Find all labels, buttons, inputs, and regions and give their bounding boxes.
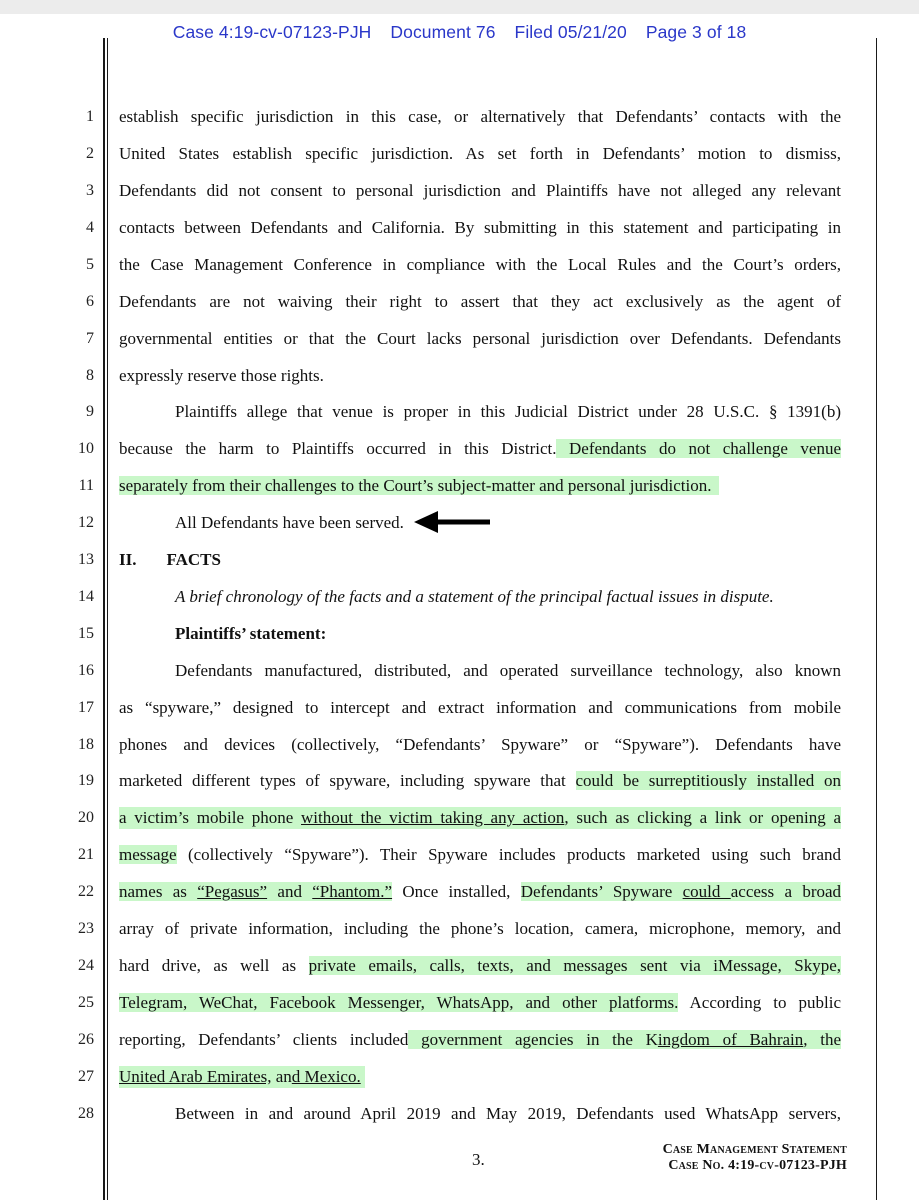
text-line: establish specific jurisdiction in this case, or alternatively that Defendants’ contacts with the <box>119 107 841 126</box>
text-run: Defendants’ Spyware <box>520 882 683 901</box>
text-run: an <box>271 1067 292 1086</box>
highlighted-text: message <box>119 845 177 864</box>
line-number: 19 <box>78 772 94 789</box>
case-number: Case 4:19-cv-07123-PJH <box>172 22 372 42</box>
text-run: Once installed, <box>392 882 521 901</box>
line-number: 22 <box>78 883 94 900</box>
highlighted-text <box>408 1030 841 1049</box>
line-number: 23 <box>78 920 94 937</box>
page-number: 3. <box>472 1150 485 1169</box>
text-line <box>119 955 841 977</box>
text-line <box>119 1066 365 1088</box>
line-number: 13 <box>78 551 94 568</box>
underlined-text: d Mexico. <box>291 1067 361 1086</box>
text-run: government agencies in the K <box>408 1030 658 1049</box>
highlighted-text: separately from their challenges to the Court’s subject-matter and personal jurisdiction. <box>119 476 719 495</box>
underlined-text: “Phantom.” <box>312 882 393 901</box>
line-number: 20 <box>78 809 94 826</box>
text-run: and <box>267 882 313 901</box>
line-number: 15 <box>78 625 94 642</box>
underlined-text: “Pegasus” <box>197 882 268 901</box>
footer-caption <box>663 1142 847 1174</box>
line-number: 7 <box>86 330 94 347</box>
line-number: 8 <box>86 367 94 384</box>
line-number: 18 <box>78 736 94 753</box>
section-title: FACTS <box>166 550 221 569</box>
text-line <box>119 992 841 1014</box>
line-number: 2 <box>86 145 94 162</box>
highlighted-text: could be surreptitiously installed on <box>575 771 841 790</box>
text-line: contacts between Defendants and California. By submitting in this statement and participating in <box>119 218 841 237</box>
line-number: 10 <box>78 440 94 457</box>
underlined-text: United Arab Emirates, <box>119 1067 272 1086</box>
underlined-text: without the victim taking any action <box>301 808 565 827</box>
margin-rule-left <box>103 38 105 1200</box>
served-statement: All Defendants have been served. <box>175 513 404 532</box>
filed-date: Filed 05/21/20 <box>514 22 627 42</box>
text-run: , such as clicking a link or opening a <box>564 808 841 827</box>
text-line: Defendants are not waiving their right to assert that they act exclusively as the agent of <box>119 292 841 311</box>
line-number: 28 <box>78 1105 94 1122</box>
text-line: governmental entities or that the Court lacks personal jurisdiction over Defendants. Defendants <box>119 329 841 348</box>
text-line: Between in and around April 2019 and May 2019, Defendants used WhatsApp servers, <box>175 1104 841 1123</box>
line-number: 6 <box>86 293 94 310</box>
text-line <box>119 475 841 497</box>
footer-case-number: Case No. 4:19-cv-07123-PJH <box>668 1158 847 1173</box>
text-run: access a broad <box>730 882 842 901</box>
text-line: Plaintiffs allege that venue is proper in this Judicial District under 28 U.S.C. § 1391(b) <box>175 402 841 421</box>
text-line: United States establish specific jurisdiction. As set forth in Defendants’ motion to dismiss, <box>119 144 841 163</box>
underlined-text: ingdom of Bahrain <box>657 1030 804 1049</box>
highlighted-text: Telegram, WeChat, Facebook Messenger, WhatsApp, and other platforms. <box>119 993 679 1012</box>
margin-rule-right <box>876 38 877 1200</box>
line-number: 14 <box>78 588 94 605</box>
text-run: because the harm to Plaintiffs occurred in this District. <box>119 439 557 458</box>
line-number: 21 <box>78 846 94 863</box>
text-line <box>119 438 841 460</box>
highlighted-text <box>119 882 392 901</box>
text-run: a victim’s mobile phone <box>119 808 301 827</box>
line-number: 16 <box>78 662 94 679</box>
line-number: 1 <box>86 108 94 125</box>
text-run: , the <box>803 1030 841 1049</box>
text-run: (collectively “Spyware”). Their Spyware includes products marketed using such brand <box>176 845 841 864</box>
text-run: hard drive, as well as <box>119 956 309 975</box>
line-number: 17 <box>78 699 94 716</box>
line-number: 25 <box>78 994 94 1011</box>
highlighted-text: Defendants do not challenge venue <box>556 439 841 458</box>
text-line: Defendants did not consent to personal jurisdiction and Plaintiffs have not alleged any relevant <box>119 181 841 200</box>
text-run: reporting, Defendants’ clients included <box>119 1030 409 1049</box>
footer-title: Case Management Statement <box>662 1142 847 1157</box>
text-run: According to public <box>678 993 841 1012</box>
text-line: the Case Management Conference in compliance with the Local Rules and the Court’s orders, <box>119 255 841 274</box>
text-line <box>175 512 897 534</box>
text-line: phones and devices (collectively, “Defendants’ Spyware” or “Spyware”). Defendants have <box>119 735 841 754</box>
line-number: 11 <box>78 477 94 494</box>
text-line: as “spyware,” designed to intercept and extract information and communications from mobile <box>119 698 841 717</box>
subheading: Plaintiffs’ statement: <box>175 624 327 643</box>
highlighted-text <box>521 882 841 901</box>
page-indicator: Page 3 of 18 <box>645 22 747 42</box>
text-line: A brief chronology of the facts and a statement of the principal factual issues in dispute. <box>175 587 774 606</box>
text-line <box>119 881 841 903</box>
underlined-text: could <box>682 882 731 901</box>
line-number: 24 <box>78 957 94 974</box>
line-number: 9 <box>86 403 94 420</box>
line-number: 4 <box>86 219 94 236</box>
document-number: Document 76 <box>390 22 496 42</box>
text-line: expressly reserve those rights. <box>119 366 324 385</box>
section-number: II. <box>119 550 137 569</box>
text-run: marketed different types of spyware, including spyware that <box>119 771 576 790</box>
text-line <box>119 844 841 866</box>
top-band <box>0 0 919 14</box>
line-number: 3 <box>86 182 94 199</box>
text-line <box>119 807 841 829</box>
ecf-header <box>0 22 919 43</box>
line-number: 5 <box>86 256 94 273</box>
section-heading <box>119 549 841 571</box>
line-number: 26 <box>78 1031 94 1048</box>
highlighted-text: private emails, calls, texts, and messages sent via iMessage, Skype, <box>308 956 841 975</box>
line-number: 12 <box>78 514 94 531</box>
text-line: Defendants manufactured, distributed, and operated surveillance technology, also known <box>175 661 841 680</box>
text-line <box>119 770 841 792</box>
left-arrow-icon <box>414 511 492 533</box>
text-line <box>119 1029 841 1051</box>
line-number: 27 <box>78 1068 94 1085</box>
margin-rule-left-inner <box>107 38 108 1200</box>
text-line: array of private information, including the phone’s location, camera, microphone, memory, and <box>119 919 841 938</box>
text-run: names as <box>119 882 198 901</box>
